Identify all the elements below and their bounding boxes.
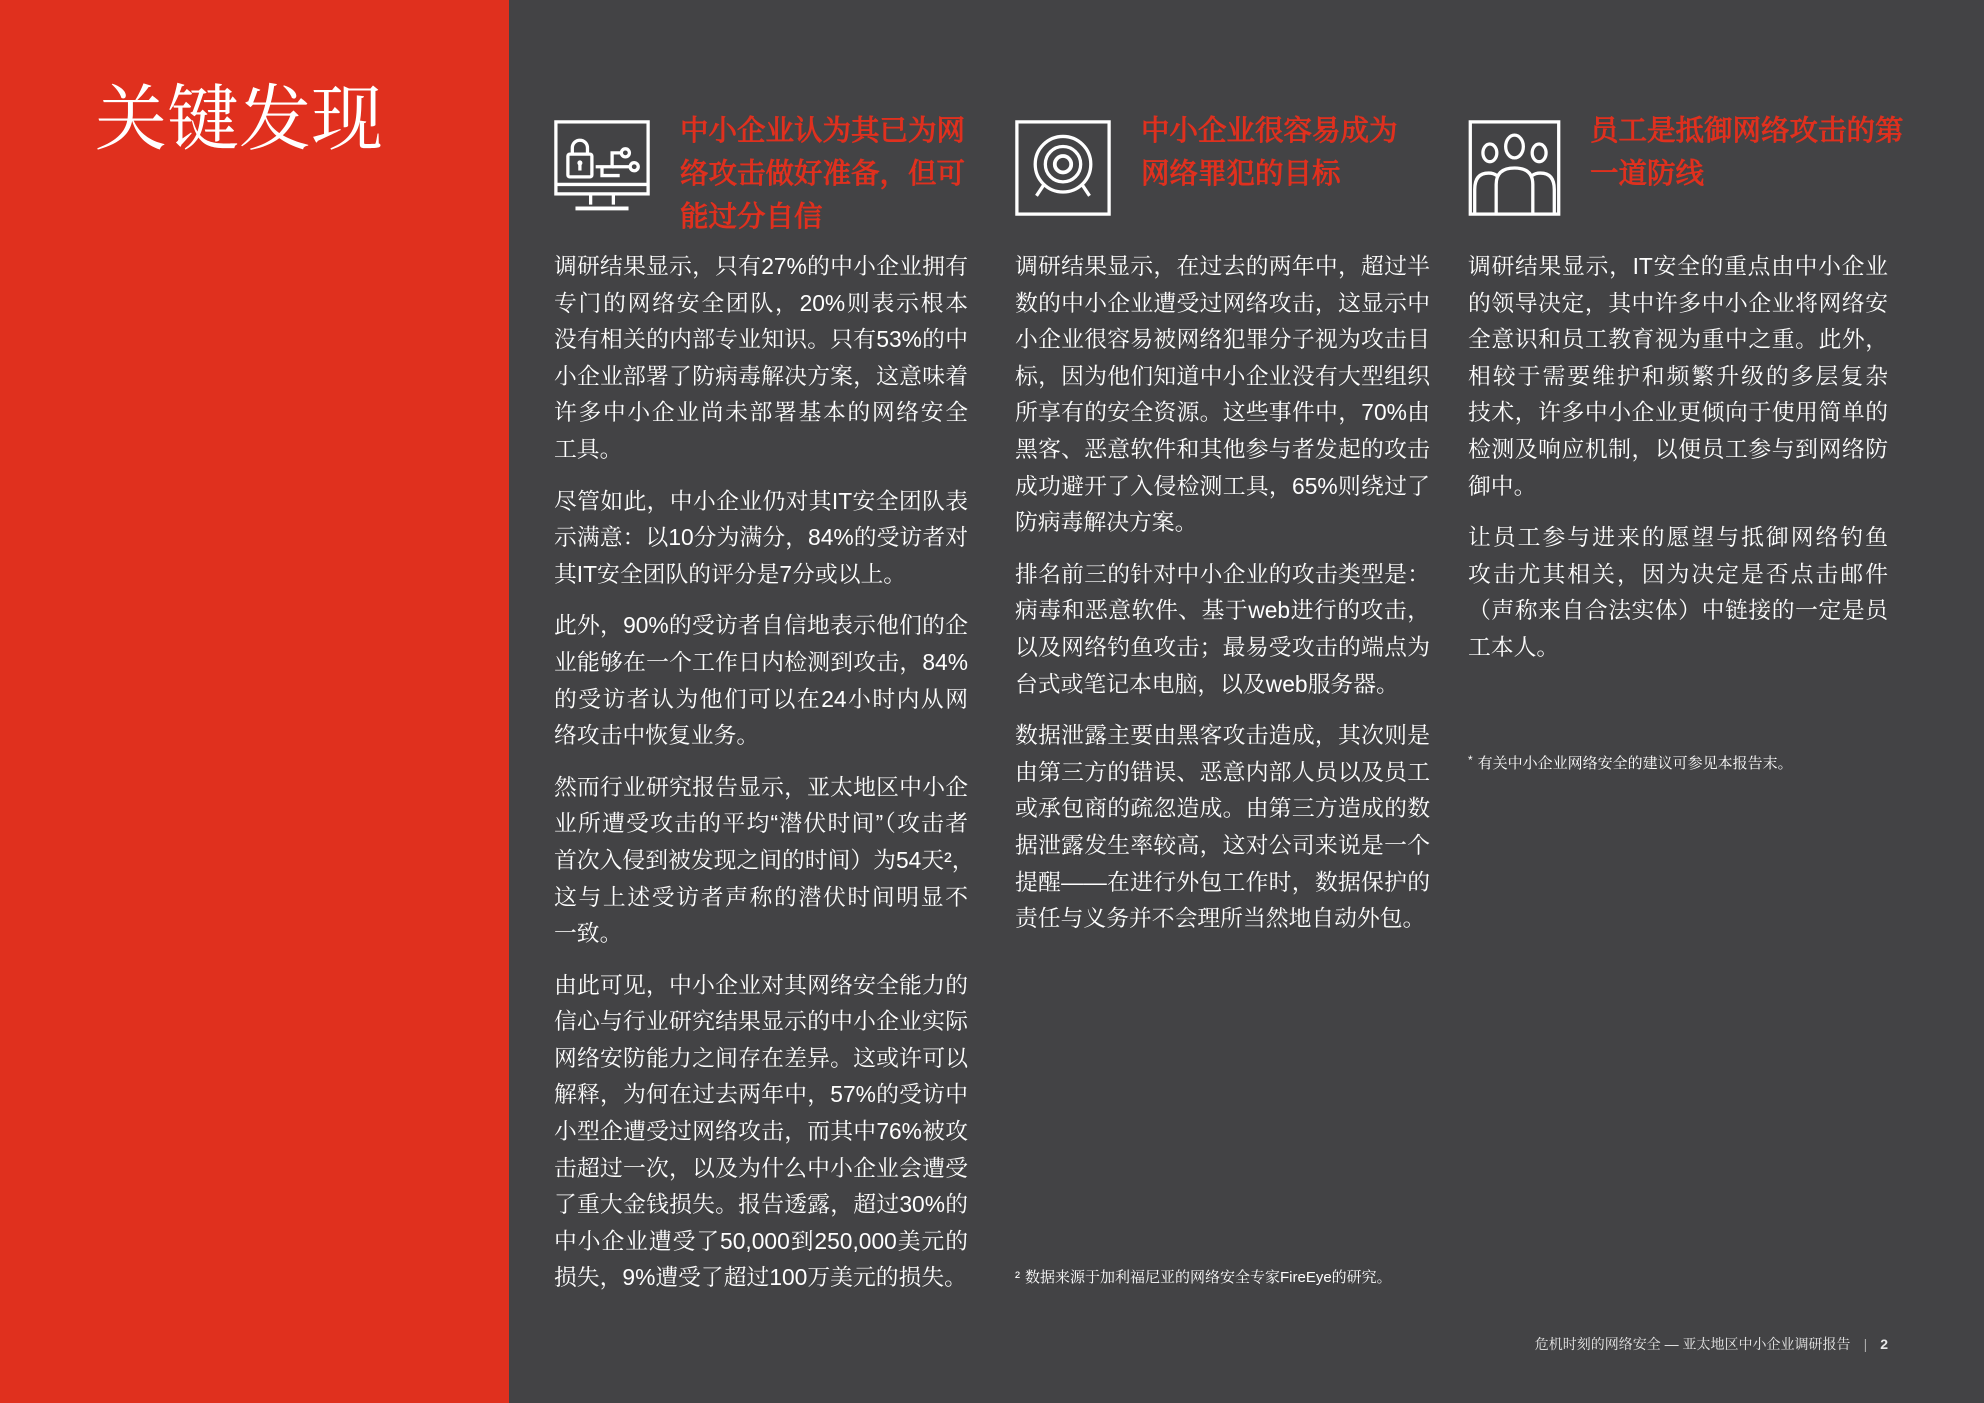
footnote-text: 数据来源于加利福尼亚的网络安全专家FireEye的研究。 — [1025, 1269, 1392, 1286]
paragraph-line: 许多中小企业尚未部署基本的网络安全 — [554, 399, 968, 426]
paragraph — [554, 769, 975, 952]
footnote-marker: ² — [1015, 1269, 1020, 1286]
finding-heading — [680, 110, 965, 239]
paragraph-line: 的领导决定，其中许多中小企业将网络安 — [1468, 289, 1888, 316]
paragraph-line: 小型企遭受过网络攻击，而其中76%被攻 — [554, 1118, 968, 1145]
paragraph-line: 此外，90%的受访者自信地表示他们的企 — [554, 612, 968, 639]
paragraph-line: 黑客、恶意软件和其他参与者发起的攻击 — [1015, 435, 1430, 462]
heading-line: 络攻击做好准备，但可 — [680, 158, 966, 190]
page-footer — [1535, 1335, 1888, 1353]
paragraph-line: 其IT安全团队的评分是7分或以上。 — [554, 560, 907, 587]
paragraph — [1015, 556, 1430, 702]
page-title: 关键发现 — [95, 80, 384, 160]
target-icon — [1015, 120, 1111, 216]
heading-line: 网络罪犯的目标 — [1141, 158, 1341, 190]
paragraph-line: 数据泄露主要由黑客攻击造成，其次则是 — [1015, 722, 1430, 749]
paragraph-line: 业能够在一个工作日内检测到攻击，84% — [554, 648, 968, 675]
paragraph-line: 然而行业研究报告显示，亚太地区中小企 — [554, 773, 968, 800]
finding-body — [1015, 248, 1430, 952]
paragraph-line: 以及网络钓鱼攻击；最易受攻击的端点为 — [1015, 633, 1430, 660]
paragraph-line: 没有相关的内部专业知识。只有53%的中 — [554, 326, 968, 353]
paragraph — [554, 607, 968, 753]
footnote-marker: * — [1468, 753, 1473, 767]
paragraph-line: 攻击尤其相关，因为决定是否点击邮件 — [1468, 560, 1888, 587]
paragraph — [1015, 717, 1430, 937]
page-number: 2 — [1880, 1336, 1888, 1352]
paragraph-line: 御中。 — [1468, 472, 1537, 499]
paragraph-line: 由此可见，中小企业对其网络安全能力的 — [554, 971, 968, 998]
finding-body — [1468, 248, 1888, 681]
paragraph-line: 的受访者认为他们可以在24小时内从网 — [554, 685, 968, 712]
paragraph-line: 解释，为何在过去两年中，57%的受访中 — [554, 1081, 968, 1108]
title-panel — [0, 0, 509, 1403]
team-icon — [1468, 120, 1561, 216]
paragraph-line: 小企业部署了防病毒解决方案，这意味着 — [554, 362, 968, 389]
paragraph-line: 中小企业遭受了50,000到250,000美元的 — [554, 1227, 968, 1254]
heading-line: 中小企业很容易成为 — [1141, 115, 1398, 147]
paragraph-line: 一致。 — [554, 920, 623, 947]
paragraph-line: 络攻击中恢复业务。 — [554, 722, 760, 749]
footnote — [1468, 750, 1793, 774]
paragraph-line: 全意识和员工教育视为重中之重。此外， — [1468, 326, 1888, 353]
paragraph-line: 网络安防能力之间存在差异。这或许可以 — [554, 1044, 968, 1071]
paragraph-line: 责任与义务并不会理所当然地自动外包。 — [1015, 905, 1426, 932]
footnote — [1015, 1268, 1392, 1288]
paragraph-line: 小企业很容易被网络犯罪分子视为攻击目 — [1015, 326, 1430, 353]
heading-line: 一道防线 — [1590, 158, 1705, 190]
paragraph-line: 提醒——在进行外包工作时，数据保护的 — [1015, 868, 1430, 895]
paragraph-line: 由第三方的错误、恶意内部人员以及员工 — [1015, 758, 1430, 785]
paragraph-line: 工本人。 — [1468, 633, 1560, 660]
paragraph — [1468, 248, 1888, 504]
paragraph — [554, 248, 968, 468]
footnote-text: 有关中小企业网络安全的建议可参见本报告末。 — [1477, 755, 1793, 772]
paragraph-line: 成功避开了入侵检测工具，65%则绕过了 — [1015, 472, 1430, 499]
paragraph-line: （声称来自合法实体）中链接的一定是员 — [1468, 597, 1888, 624]
paragraph-line: 工具。 — [554, 435, 623, 462]
paragraph-line: 病毒和恶意软件、基于web进行的攻击， — [1015, 597, 1430, 624]
paragraph-line: 击超过一次，以及为什么中小企业会遭受 — [554, 1154, 968, 1181]
paragraph-line: 调研结果显示，只有27%的中小企业拥有 — [554, 253, 968, 279]
heading-line: 员工是抵御网络攻击的第 — [1590, 115, 1904, 147]
finding-heading — [1141, 110, 1398, 196]
paragraph-line: 标，因为他们知道中小企业没有大型组织 — [1015, 362, 1430, 389]
paragraph-line: 排名前三的针对中小企业的攻击类型是： — [1015, 560, 1430, 587]
paragraph-line: 防病毒解决方案。 — [1015, 509, 1198, 536]
heading-line: 能过分自信 — [680, 201, 823, 233]
paragraph-line: 台式或笔记本电脑，以及web服务器。 — [1015, 670, 1399, 697]
computer-lock-icon — [554, 120, 650, 216]
footer-report-title: 危机时刻的网络安全 — 亚太地区中小企业调研报告 — [1534, 1336, 1851, 1352]
paragraph-line: 示满意：以10分为满分，84%的受访者对 — [554, 524, 968, 551]
heading-line: 中小企业认为其已为网 — [680, 115, 966, 147]
paragraph-line: 据泄露发生率较高，这对公司来说是一个 — [1015, 831, 1430, 858]
paragraph-line: 调研结果显示，IT安全的重点由中小企业 — [1468, 253, 1888, 279]
paragraph-line: 或承包商的疏忽造成。由第三方造成的数 — [1015, 795, 1430, 822]
finding-body — [554, 248, 975, 1311]
paragraph-line: 业所遭受攻击的平均“潜伏时间”（攻击者 — [554, 810, 968, 837]
paragraph-line: 检测及响应机制，以便员工参与到网络防 — [1468, 435, 1888, 462]
paragraph — [1015, 248, 1430, 541]
paragraph — [554, 483, 968, 593]
paragraph-line: 首次入侵到被发现之间的时间）为54天²， — [554, 846, 975, 873]
paragraph-line: 相较于需要维护和频繁升级的多层复杂 — [1468, 362, 1888, 389]
paragraph-line: 尽管如此，中小企业仍对其IT安全团队表 — [554, 487, 968, 514]
paragraph — [554, 967, 968, 1296]
paragraph-line: 了重大金钱损失。报告透露，超过30%的 — [554, 1191, 968, 1218]
paragraph-line: 调研结果显示，在过去的两年中，超过半 — [1015, 253, 1430, 279]
paragraph-line: 技术，许多中小企业更倾向于使用简单的 — [1468, 399, 1888, 426]
paragraph-line: 数的中小企业遭受过网络攻击，这显示中 — [1015, 289, 1430, 316]
paragraph-line: 信心与行业研究结果显示的中小企业实际 — [554, 1008, 968, 1035]
paragraph-line: 专门的网络安全团队，20%则表示根本 — [554, 289, 968, 316]
paragraph-line: 这与上述受访者声称的潜伏时间明显不 — [554, 883, 968, 910]
paragraph — [1468, 519, 1888, 665]
paragraph-line: 损失，9%遭受了超过100万美元的损失。 — [554, 1264, 967, 1291]
paragraph-line: 让员工参与进来的愿望与抵御网络钓鱼 — [1468, 524, 1888, 551]
footer-separator: | — [1863, 1336, 1868, 1352]
paragraph-line: 所享有的安全资源。这些事件中，70%由 — [1015, 399, 1430, 426]
finding-heading — [1590, 110, 1904, 196]
